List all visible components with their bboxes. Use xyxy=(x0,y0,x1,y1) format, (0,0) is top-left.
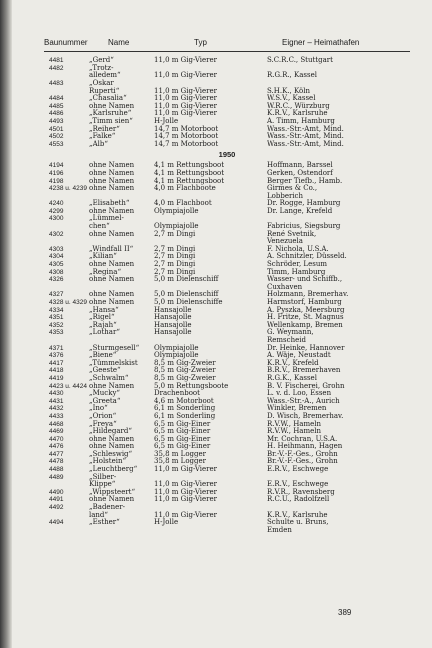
vessel-owner: Gerken, Ostendorf xyxy=(267,168,333,177)
vessel-owner: René Svetnik, xyxy=(267,229,317,238)
vessel-number: 4240 xyxy=(49,200,64,208)
vessel-number: 4238 u. 4239 xyxy=(49,185,87,193)
vessel-name: „Chasalia“ xyxy=(89,94,127,103)
vessel-name: Klippe“ xyxy=(89,480,116,489)
vessel-owner: E.R.V., Eschwege xyxy=(267,465,329,474)
vessel-owner: H. Heihmann, Hagen xyxy=(267,442,343,451)
catalog-page xyxy=(44,38,410,534)
vessel-owner: S.H.K., Köln xyxy=(267,86,311,95)
vessel-name: Ruperti“ xyxy=(89,86,120,95)
vessel-type: 8,5 m Gig-Zweier xyxy=(154,373,216,382)
vessel-name: „Leuchtberg“ xyxy=(89,465,138,474)
vessel-owner: W.R.C., Würzburg xyxy=(267,101,330,110)
vessel-type: 14,7 m Motorboot xyxy=(154,132,219,141)
vessel-type: Olympiajolle xyxy=(154,206,199,215)
vessel-owner: Girmes & Co., xyxy=(267,184,318,193)
vessel-name: ohne Namen xyxy=(89,161,135,170)
vessel-owner: A. Pyszka, Meersburg xyxy=(267,305,345,314)
vessel-name: „Biene“ xyxy=(89,351,117,360)
vessel-name: ohne Namen xyxy=(89,101,135,110)
vessel-type: H-Jolle xyxy=(154,116,179,125)
vessel-owner: A. Timm, Hamburg xyxy=(267,116,335,125)
vessel-owner: G. Weymann, xyxy=(267,328,314,337)
vessel-owner: Schröder, Lesum xyxy=(267,260,327,269)
vessel-type: Hansajolle xyxy=(154,328,192,337)
vessel-name: „Wippsteert“ xyxy=(89,487,136,496)
vessel-name: „Gerd“ xyxy=(89,56,114,65)
vessel-owner: Winkler, Bremen xyxy=(267,404,327,413)
vessel-owner: Cuxhaven xyxy=(267,282,303,291)
vessel-number: 4302 xyxy=(49,230,64,238)
vessel-number: 4553 xyxy=(49,140,64,148)
vessel-number: 4488 xyxy=(49,466,64,474)
vessel-name: „Rigel“ xyxy=(89,313,115,322)
table-row xyxy=(44,276,410,284)
vessel-owner: R.V.R., Ravensberg xyxy=(267,487,335,496)
vessel-number: 4308 xyxy=(49,268,64,276)
vessel-owner: Wass.-Str.-Amt, Mind. xyxy=(267,139,344,148)
vessel-type: 14,7 m Motorboot xyxy=(154,124,219,133)
header-name: Name xyxy=(108,38,130,47)
vessel-type: Drachenboot xyxy=(154,389,200,398)
vessel-owner: Venezuela xyxy=(267,237,303,246)
table-row xyxy=(44,185,410,193)
vessel-number: 4352 xyxy=(49,321,64,329)
table-row xyxy=(44,527,410,535)
table-header xyxy=(44,38,410,50)
vessel-number: 4299 xyxy=(49,207,64,215)
vessel-type: 6,1 m Sonderling xyxy=(154,411,216,420)
page-number: 389 xyxy=(338,608,352,617)
vessel-name: „Badener- xyxy=(89,503,125,512)
vessel-number: 4371 xyxy=(49,344,64,352)
vessel-name: ohne Namen xyxy=(89,260,135,269)
table-row xyxy=(44,519,410,527)
vessel-type: 4,1 m Rettungsboot xyxy=(154,168,225,177)
vessel-name: „Trotz- xyxy=(89,63,114,72)
vessel-type: 2,7 m Dingi xyxy=(154,252,196,261)
vessel-number: 4469 xyxy=(49,428,64,436)
vessel-type: 14,7 m Motorboot xyxy=(154,139,219,148)
vessel-type: 11,0 m Gig-Vierer xyxy=(154,465,217,474)
vessel-name: alledem“ xyxy=(89,71,121,80)
vessel-name: ohne Namen xyxy=(89,381,135,390)
vessel-owner: Wellenkamp, Bremen xyxy=(267,320,343,329)
vessel-type: 11,0 m Gig-Vierer xyxy=(154,487,217,496)
vessel-name: „Tümmelskist xyxy=(89,358,138,367)
vessel-owner: K.R.V., Karlsruhe xyxy=(267,109,328,118)
vessel-name: „Reiher“ xyxy=(89,124,120,133)
vessel-name: „Schleswig“ xyxy=(89,449,133,458)
vessel-number: 4470 xyxy=(49,435,64,443)
vessel-owner: Hoffmann, Barssel xyxy=(267,161,333,170)
vessel-owner: Br.-V.-F.-Ges., Grohn xyxy=(267,449,338,458)
vessel-name: „Elisabeth“ xyxy=(89,199,130,208)
vessel-number: 4482 xyxy=(49,64,64,72)
vessel-owner: Dr. Rogge, Hamburg xyxy=(267,199,341,208)
vessel-owner: Dr. Heinke, Hannover xyxy=(267,343,345,352)
vessel-number: 4326 xyxy=(49,276,64,284)
vessel-number: 4351 xyxy=(49,314,64,322)
vessel-type: 6,5 m Gig-Einer xyxy=(154,442,211,451)
vessel-type: 11,0 m Gig-Vierer xyxy=(154,510,217,519)
vessel-type: Hansajolle xyxy=(154,313,192,322)
vessel-name: ohne Namen xyxy=(89,184,135,193)
vessel-type: 11,0 m Gig-Vierer xyxy=(154,94,217,103)
vessel-type: 35,8 m Logger xyxy=(154,449,206,458)
vessel-name: chen“ xyxy=(89,222,110,231)
vessel-owner: W.S.V., Kassel xyxy=(267,94,316,103)
vessel-name: „Sturmgesell“ xyxy=(89,343,140,352)
vessel-owner: E.R.V., Eschwege xyxy=(267,480,329,489)
vessel-owner: Wass.-Str.-Amt, Mind. xyxy=(267,124,344,133)
vessel-number: 4198 xyxy=(49,177,64,185)
vessel-type: 5,0 m Dielenschiff xyxy=(154,290,219,299)
vessel-owner: Harmstorf, Hamburg xyxy=(267,298,342,306)
vessel-number: 4486 xyxy=(49,110,64,118)
vessel-number: 4491 xyxy=(49,496,64,504)
vessel-owner: Timm, Hamburg xyxy=(267,267,326,276)
vessel-name: „Falke“ xyxy=(89,132,116,141)
vessel-name: „Regina“ xyxy=(89,267,122,276)
vessel-type: 8,5 m Gig-Zweier xyxy=(154,366,216,375)
vessel-type: 11,0 m Gig-Vierer xyxy=(154,71,217,80)
vessel-name: „Esther“ xyxy=(89,518,120,527)
header-number: Baunummer xyxy=(44,38,88,47)
vessel-owner: Br.-V.-F.-Ges., Grohn xyxy=(267,457,338,466)
vessel-number: 4468 xyxy=(49,420,64,428)
vessel-owner: Schulte u. Bruns, xyxy=(267,518,329,527)
vessel-name: ohne Namen xyxy=(89,495,135,504)
vessel-number: 4418 xyxy=(49,367,64,375)
vessel-number: 4492 xyxy=(49,504,64,512)
vessel-number: 4423 u. 4424 xyxy=(49,382,87,390)
table-row xyxy=(44,141,410,149)
vessel-number: 4417 xyxy=(49,359,64,367)
vessel-type: 4,1 m Rettungsboot xyxy=(154,176,225,185)
vessel-name: ohne Namen xyxy=(89,229,135,238)
vessel-type: 2,7 m Dingi xyxy=(154,229,196,238)
vessel-owner: Wasser- und Schiffb., xyxy=(267,275,343,284)
vessel-number: 4334 xyxy=(49,306,64,314)
vessel-name: „Hildegard“ xyxy=(89,427,132,436)
vessel-owner: A. Wäje, Neustadt xyxy=(267,351,331,360)
vessel-name: „Geeste“ xyxy=(89,366,121,375)
vessel-type: 11,0 m Gig-Vierer xyxy=(154,495,217,504)
vessel-type: 6,5 m Gig-Einer xyxy=(154,419,211,428)
vessel-name: „Silber- xyxy=(89,472,117,481)
vessel-type: 5,0 m Rettungsboote xyxy=(154,381,229,390)
vessel-number: 4430 xyxy=(49,390,64,398)
vessel-owner: H. Fritze, St. Magnus xyxy=(267,313,344,322)
vessel-type: 2,7 m Dingi xyxy=(154,267,196,276)
vessel-name: ohne Namen xyxy=(89,298,135,306)
vessel-name: land“ xyxy=(89,510,108,519)
vessel-number: 4300 xyxy=(49,215,64,223)
vessel-name: ohne Namen xyxy=(89,442,135,451)
vessel-name: „Mucky“ xyxy=(89,389,120,398)
vessel-owner: Dr. Lange, Krefeld xyxy=(267,206,333,215)
vessel-name: „Schwalm“ xyxy=(89,373,129,382)
vessel-number: 4432 xyxy=(49,405,64,413)
vessel-number: 4419 xyxy=(49,374,64,382)
vessel-name: „Ino“ xyxy=(89,404,108,413)
vessel-type: 4,6 m Motorboot xyxy=(154,396,214,405)
vessel-name: „Rajah“ xyxy=(89,320,117,329)
vessel-owner: Wass.-Str.-A., Aurich xyxy=(267,396,340,405)
vessel-number: 4489 xyxy=(49,473,64,481)
vessel-number: 4353 xyxy=(49,329,64,337)
vessel-owner: R.C.U., Radolfzell xyxy=(267,495,330,504)
vessel-name: „Kilian“ xyxy=(89,252,117,261)
vessel-number: 4485 xyxy=(49,102,64,110)
vessel-type: 11,0 m Gig-Vierer xyxy=(154,109,217,118)
vessel-number: 4327 xyxy=(49,291,64,299)
vessel-number: 4376 xyxy=(49,352,64,360)
vessel-type: 2,7 m Dingi xyxy=(154,260,196,269)
vessel-number: 4502 xyxy=(49,133,64,141)
vessel-name: ohne Namen xyxy=(89,168,135,177)
vessel-type: 4,0 m Flachboot xyxy=(154,199,212,208)
vessel-name: „Alb“ xyxy=(89,139,108,148)
vessel-number: 4431 xyxy=(49,397,64,405)
vessel-number: 4303 xyxy=(49,245,64,253)
table-row xyxy=(44,231,410,239)
vessel-name: „Hansa“ xyxy=(89,305,119,314)
vessel-name: „Lothar“ xyxy=(89,328,120,337)
vessel-type: Olympiajolle xyxy=(154,222,199,231)
vessel-type: Olympiajolle xyxy=(154,351,199,360)
vessel-number: 4196 xyxy=(49,169,64,177)
vessel-owner: Remscheid xyxy=(267,335,306,344)
vessel-name: ohne Namen xyxy=(89,434,135,443)
vessel-number: 4194 xyxy=(49,162,64,170)
vessel-name: „Holstein“ xyxy=(89,457,127,466)
vessel-name: „Timm sien“ xyxy=(89,116,133,125)
vessel-name: ohne Namen xyxy=(89,290,135,299)
vessel-type: 8,5 m Gig-Zweier xyxy=(154,358,216,367)
vessel-owner: Wass.-Str.-Amt, Mind. xyxy=(267,132,344,141)
vessel-owner: R.V.W., Hameln xyxy=(267,419,322,428)
vessel-number: 4494 xyxy=(49,519,64,527)
vessel-type: 6,1 m Sonderling xyxy=(154,404,216,413)
vessel-number: 4501 xyxy=(49,125,64,133)
vessel-type: 6,5 m Gig-Einer xyxy=(154,427,211,436)
vessel-number: 4304 xyxy=(49,253,64,261)
header-type: Typ xyxy=(194,38,207,47)
table-row xyxy=(44,329,410,337)
vessel-type: 11,0 m Gig-Vierer xyxy=(154,56,217,65)
vessel-type: Hansajolle xyxy=(154,320,192,329)
vessel-type: 11,0 m Gig-Vierer xyxy=(154,86,217,95)
vessel-type: 6,5 m Gig-Einer xyxy=(154,434,211,443)
vessel-name: „Freya“ xyxy=(89,419,117,428)
vessel-number: 4328 u. 4329 xyxy=(49,299,87,306)
vessel-owner: K.R.V., Krefeld xyxy=(267,358,319,367)
vessel-number: 4478 xyxy=(49,458,64,466)
vessel-type: 35,8 m Logger xyxy=(154,457,206,466)
book-binding-shadow xyxy=(0,0,12,648)
vessel-type: 4,0 m Flachboote xyxy=(154,184,216,193)
vessel-owner: R.G.K., Kassel xyxy=(267,373,317,382)
vessel-name: ohne Namen xyxy=(89,206,135,215)
vessel-number: 4490 xyxy=(49,488,64,496)
vessel-owner: Holzmann, Bremerhav. xyxy=(267,290,349,299)
vessel-number: 4433 xyxy=(49,412,64,420)
vessel-number: 4483 xyxy=(49,79,64,87)
vessel-owner: Mr. Cochran, U.S.A. xyxy=(267,434,338,443)
vessel-type: H-Jolle xyxy=(154,518,179,527)
vessel-name: ohne Namen xyxy=(89,176,135,185)
vessel-owner: B.R.V., Bremerhaven xyxy=(267,366,341,375)
vessel-name: „Orion“ xyxy=(89,411,117,420)
vessel-type: 5,0 m Dielenschiffe xyxy=(154,298,223,306)
vessel-type: Hansajolle xyxy=(154,305,192,314)
vessel-owner: Emden xyxy=(267,525,292,534)
vessel-owner: D. Wisch, Bremerhav. xyxy=(267,411,344,420)
vessel-owner: R.G.R., Kassel xyxy=(267,71,317,80)
header-owner: Eigner – Heimathafen xyxy=(282,38,360,47)
vessel-owner: B. V. Fischerei, Grohn xyxy=(267,381,345,390)
vessel-number: 4305 xyxy=(49,261,64,269)
vessel-type: 11,0 m Gig-Vierer xyxy=(154,101,217,110)
vessel-list-1949 xyxy=(44,57,410,148)
year-heading: 1950 xyxy=(218,150,236,160)
vessel-name: ohne Namen xyxy=(89,275,135,284)
vessel-name: „Oskar xyxy=(89,78,114,87)
vessel-number: 4477 xyxy=(49,450,64,458)
vessel-number: 4493 xyxy=(49,117,64,125)
vessel-owner: S.C.R.C., Stuttgart xyxy=(267,56,333,65)
vessel-type: 5,0 m Dielenschiff xyxy=(154,275,219,284)
vessel-type: 11,0 m Gig-Vierer xyxy=(154,480,217,489)
vessel-owner: L. v. d. Loo, Essen xyxy=(267,389,332,398)
vessel-name: „Greeta“ xyxy=(89,396,121,405)
vessel-owner: K.R.V., Karlsruhe xyxy=(267,510,328,519)
vessel-owner: Lobberich xyxy=(267,191,303,200)
vessel-number: 4481 xyxy=(49,57,64,65)
vessel-name: „Windfall II“ xyxy=(89,244,134,253)
vessel-owner: A. Schnitzler, Düsseld. xyxy=(267,252,347,261)
vessel-owner: F. Nichola, U.S.A. xyxy=(267,244,329,253)
vessel-type: 4,1 m Rettungsboot xyxy=(154,161,225,170)
vessel-owner: R.V.W., Hameln xyxy=(267,427,322,436)
vessel-type: Olympiajolle xyxy=(154,343,199,352)
vessel-number: 4484 xyxy=(49,95,64,103)
vessel-type: 2,7 m Dingi xyxy=(154,244,196,253)
vessel-name: „Lümmel- xyxy=(89,214,124,223)
vessel-owner: Berger Tiefb., Hamb. xyxy=(267,176,343,185)
vessel-owner: Fabricius, Siegsburg xyxy=(267,222,341,231)
vessel-name: „Karlsruhe“ xyxy=(89,109,132,118)
vessel-number: 4476 xyxy=(49,443,64,451)
vessel-list-1950 xyxy=(44,162,410,534)
